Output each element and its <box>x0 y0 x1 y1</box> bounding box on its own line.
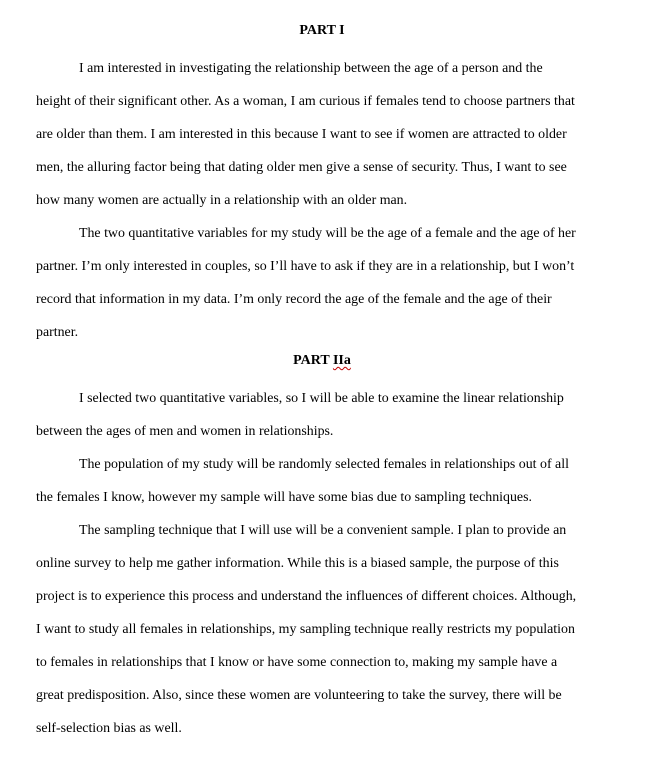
text-line: The two quantitative variables for my study will be the age of a female and the age of her <box>79 226 576 241</box>
text-line: are older than them. I am interested in this because I want to see if women are attracted to older <box>36 127 567 142</box>
text-line: partner. <box>36 325 79 340</box>
text-line: self-selection bias as well. <box>36 721 182 736</box>
text-line: partner. I’m only interested in couples, so I’ll have to ask if they are in a relationship, but I won’t <box>36 259 575 274</box>
text-line: height of their significant other. As a woman, I am curious if females tend to choose partners that <box>36 94 575 109</box>
text-line: I selected two quantitative variables, so I will be able to examine the linear relationship <box>79 391 564 406</box>
text-line: men, the alluring factor being that dating older men give a sense of security. Thus, I want to see <box>36 160 567 175</box>
text-line: the females I know, however my sample will have some bias due to sampling techniques. <box>36 490 532 505</box>
text-line: between the ages of men and women in relationships. <box>36 424 334 439</box>
heading-part-2a <box>36 349 608 373</box>
text-line: I want to study all females in relationships, my sampling technique really restricts my population <box>36 622 575 637</box>
paragraph-population <box>36 448 608 514</box>
paragraph-sampling-technique <box>36 514 608 745</box>
text-line: The sampling technique that I will use will be a convenient sample. I plan to provide an <box>79 523 567 538</box>
text-line: project is to experience this process and understand the influences of different choices. Although, <box>36 589 577 604</box>
paragraph-variables <box>36 217 608 349</box>
heading-part-2a-prefix: PART <box>293 353 333 368</box>
text-line: great predisposition. Also, since these women are volunteering to take the survey, there will be <box>36 688 562 703</box>
text-line: The population of my study will be randomly selected females in relationships out of all <box>79 457 569 472</box>
heading-part-2a-suffix: IIa <box>332 353 351 368</box>
text-line: record that information in my data. I’m only record the age of the female and the age of their <box>36 292 552 307</box>
text-line: I am interested in investigating the relationship between the age of a person and the <box>79 61 543 76</box>
paragraph-research-interest <box>36 52 608 217</box>
document-page <box>36 19 608 745</box>
text-line: online survey to help me gather information. While this is a biased sample, the purpose of this <box>36 556 559 571</box>
text-line: to females in relationships that I know or have some connection to, making my sample have a <box>36 655 558 670</box>
paragraph-linear-relationship <box>36 382 608 448</box>
text-line: how many women are actually in a relationship with an older man. <box>36 193 408 208</box>
heading-part-1: PART I <box>299 23 345 38</box>
